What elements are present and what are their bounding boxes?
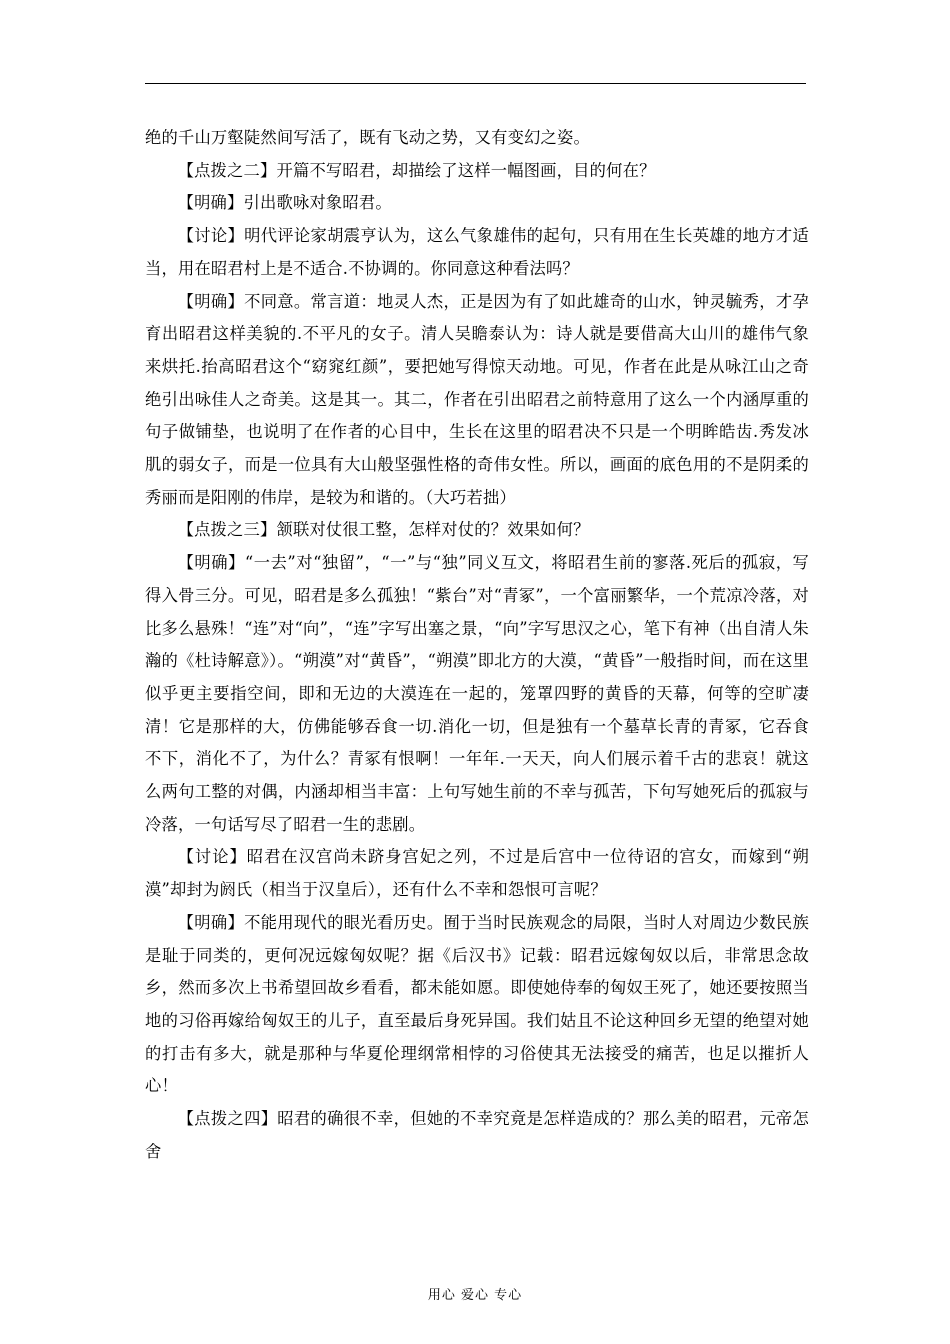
- document-body: [145, 122, 809, 1169]
- header-rule: [145, 83, 806, 84]
- paragraph-discussion-1: 【讨论】明代评论家胡震亨认为，这么气象雄伟的起句，只有用在生长英雄的地方才适当，用在昭君村上是不适合.不协调的。你同意这种看法吗？: [145, 226, 809, 278]
- paragraph-answer-2: 【明确】不同意。常言道：地灵人杰，正是因为有了如此雄奇的山水，钟灵毓秀，才孕育出昭君这样美貌的.不平凡的女子。清人吴瞻泰认为：诗人就是要借高大山川的雄伟气象来烘托.抬高昭君这个“窈窕红颜”，要把她写得惊天动地。可见，作者在此是从咏江山之奇绝引出咏佳人之奇美。这是其一。其二，作者在引出昭君之前特意用了这么一个内涵厚重的句子做铺垫，也说明了在作者的心目中，生长在这里的昭君决不只是一个明眸皓齿.秀发冰肌的弱女子，而是一位具有大山般坚强性格的奇伟女性。所以，画面的底色用的不是阴柔的秀丽而是阳刚的伟岸，是较为和谐的。（大巧若拙）: [145, 291, 809, 507]
- paragraph-hint-2: 【点拨之二】开篇不写昭君，却描绘了这样一幅图画，目的何在？: [177, 160, 656, 180]
- paragraph-hint-4: 【点拨之四】昭君的确很不幸，但她的不幸究竟是怎样造成的？那么美的昭君，元帝怎舍: [145, 1109, 809, 1161]
- page-footer: 用心 爱心 专心: [427, 1288, 523, 1303]
- paragraph-discussion-2: 【讨论】昭君在汉宫尚未跻身宫妃之列，不过是后宫中一位待诏的宫女，而嫁到“朔漠”却封为阏氏（相当于汉皇后），还有什么不幸和怨恨可言呢？: [145, 847, 809, 900]
- paragraph-continuation: 绝的千山万壑陡然间写活了，既有飞动之势，又有变幻之姿。: [145, 128, 590, 147]
- paragraph-answer-1: 【明确】引出歌咏对象昭君。: [177, 193, 392, 213]
- paragraph-hint-3: 【点拨之三】颔联对仗很工整，怎样对仗的？效果如何？: [177, 520, 590, 540]
- paragraph-answer-3: 【明确】“一去”对“独留”，“一”与“独”同义互文，将昭君生前的寥落.死后的孤寂，写得入骨三分。可见，昭君是多么孤独！“紫台”对“青冢”，一个富丽繁华，一个荒凉冷落，对比多么悬殊！“连”对“向”，“连”字写出塞之景，“向”字写思汉之心，笔下有神（出自清人朱瀚的《杜诗解意》）。“朔漠”对“黄昏”，“朔漠”即北方的大漠，“黄昏”一般指时间，而在这里似乎更主要指空间，即和无边的大漠连在一起的，笼罩四野的黄昏的天幕，何等的空旷凄清！它是那样的大，仿佛能够吞食一切.消化一切，但是独有一个墓草长青的青冢，它吞食不下，消化不了，为什么？青冢有恨啊！一年年.一天天，向人们展示着千古的悲哀！就这么两句工整的对偶，内涵却相当丰富：上句写她生前的不幸与孤苦，下句写她死后的孤寂与冷落，一句话写尽了昭君一生的悲剧。: [145, 553, 809, 834]
- paragraph-answer-4: 【明确】不能用现代的眼光看历史。囿于当时民族观念的局限，当时人对周边少数民族是耻于同类的，更何况远嫁匈奴呢？据《后汉书》记载：昭君远嫁匈奴以后，非常思念故乡，然而多次上书希望回故乡看看，都未能如愿。即使她侍奉的匈奴王死了，她还要按照当地的习俗再嫁给匈奴王的儿子，直至最后身死异国。我们姑且不论这种回乡无望的绝望对她的打击有多大，就是那种与华夏伦理纲常相悖的习俗使其无法接受的痛苦，也足以摧折人心！: [145, 912, 809, 1096]
